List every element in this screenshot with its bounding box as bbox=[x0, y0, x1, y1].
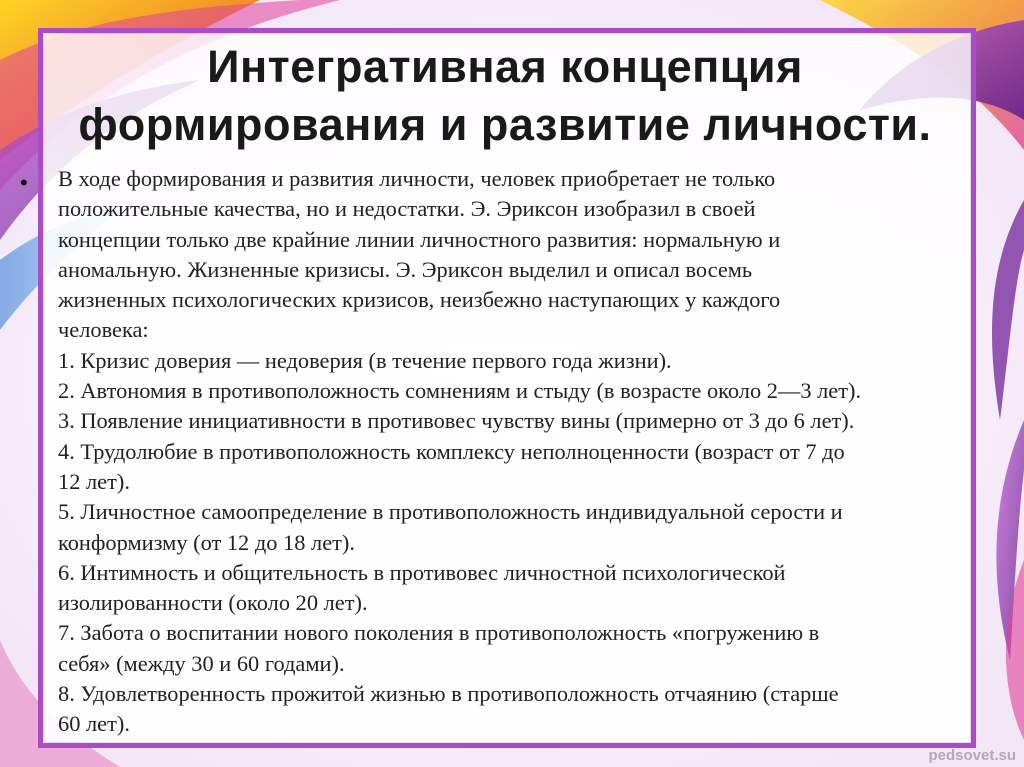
list-item-6-cont: изолированности (около 20 лет). bbox=[58, 590, 368, 616]
list-item-7-cont: себя» (между 30 и 60 годами). bbox=[58, 650, 345, 676]
bullet-marker: • bbox=[20, 170, 28, 195]
body-line: положительные качества, но и недостатки. Э. Эриксон изобразил в своей bbox=[58, 196, 756, 222]
list-item-6: 6. Интимность и общительность в противовес личностной психологической bbox=[58, 559, 786, 585]
watermark: pedsovet.su bbox=[928, 747, 1016, 764]
slide-body-text bbox=[58, 164, 988, 740]
list-item-4: 4. Трудолюбие в противоположность комплексу неполноценности (возраст от 7 до bbox=[58, 438, 845, 464]
slide-title bbox=[40, 38, 970, 154]
list-item-4-cont: 12 лет). bbox=[58, 468, 130, 494]
list-item-8-cont: 60 лет). bbox=[58, 711, 130, 737]
body-line: человека: bbox=[58, 317, 149, 343]
body-line: жизненных психологических кризисов, неизбежно наступающих у каждого bbox=[58, 287, 781, 313]
title-line-2: формирования и развитие личности. bbox=[78, 99, 932, 150]
list-item-2: 2. Автономия в противоположность сомнениям и стыду (в возрасте около 2—3 лет). bbox=[58, 378, 862, 404]
list-item-7: 7. Забота о воспитании нового поколения в противоположность «погружению в bbox=[58, 620, 820, 646]
list-item-3: 3. Появление инициативности в противовес чувству вины (примерно от 3 до 6 лет). bbox=[58, 408, 855, 434]
list-item-8: 8. Удовлетворенность прожитой жизнью в противоположность отчаянию (старше bbox=[58, 681, 839, 707]
body-line: концепции только две крайние линии личностного развития: нормальную и bbox=[58, 226, 781, 252]
list-item-5-cont: конформизму (от 12 до 18 лет). bbox=[58, 529, 355, 555]
title-line-1: Интегративная концепция bbox=[207, 41, 803, 92]
list-item-5: 5. Личностное самоопределение в противоположность индивидуальной серости и bbox=[58, 499, 843, 525]
body-line: В ходе формирования и развития личности, человек приобретает не только bbox=[58, 166, 776, 191]
body-line: аномальную. Жизненные кризисы. Э. Эриксон выделил и описал восемь bbox=[58, 256, 753, 282]
list-item-1: 1. Кризис доверия — недоверия (в течение первого года жизни). bbox=[58, 347, 672, 373]
